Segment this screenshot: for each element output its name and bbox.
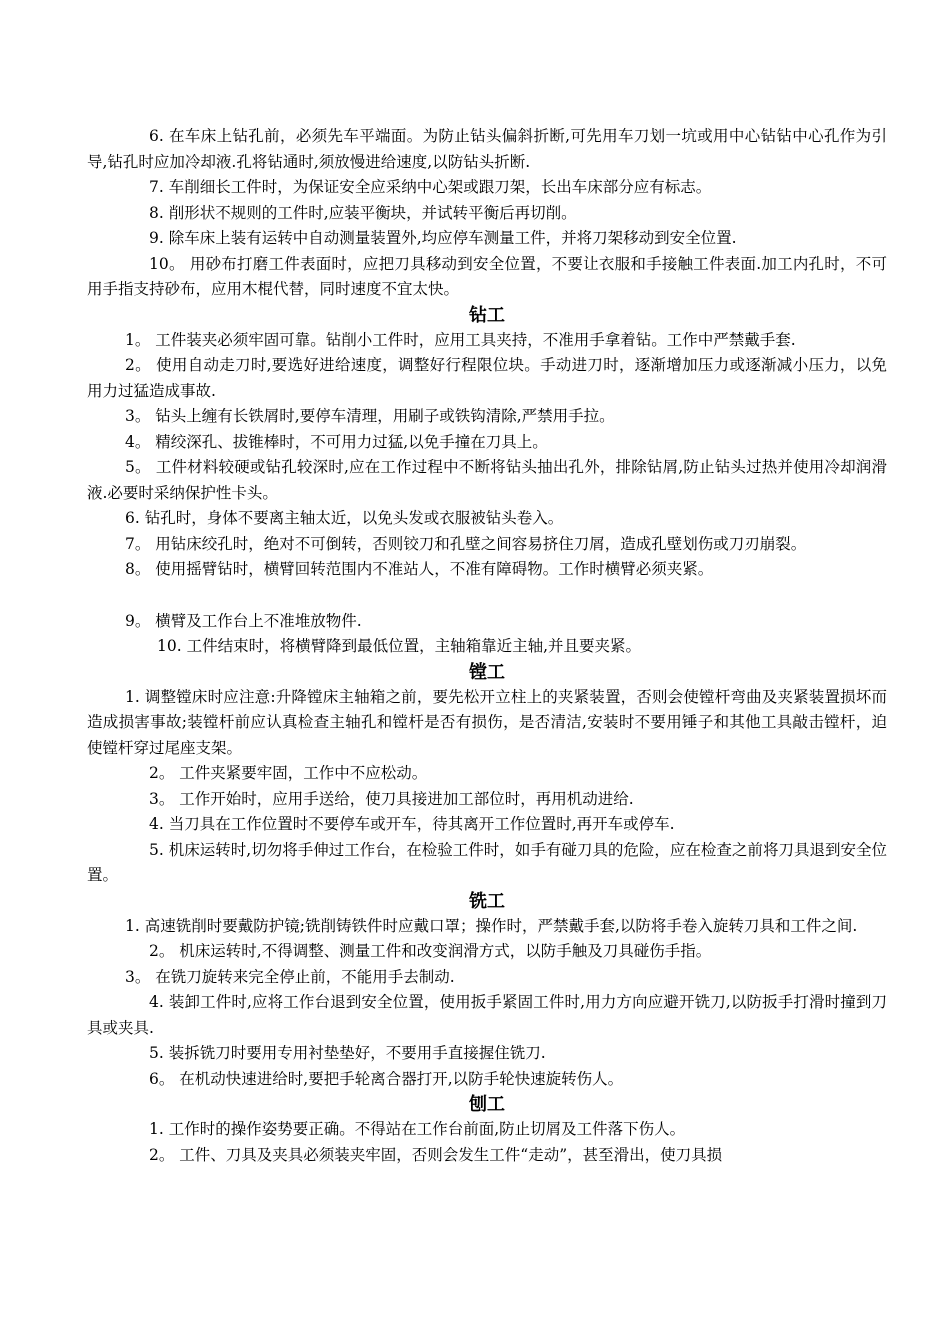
drilling-item-4: 4。 精绞深孔、拔锥棒时，不可用力过猛,以免手撞在刀具上。 — [125, 432, 548, 451]
drilling-item-8: 8。 使用摇臂钻时，横臂回转范围内不准站人，不准有障碍物。工作时横臂必须夹紧。 — [125, 560, 714, 578]
drilling-item-1: 1。 工件装夹必须牢固可靠。钻削小工件时，应用工具夹持，不准用手拿着钻。工作中严禁戴手套. — [125, 330, 796, 349]
planing-item-2: 2。 工件、刀具及夹具必须装夹牢固，否则会发生工件“走动”，甚至滑出，使刀具损 — [149, 1145, 723, 1164]
drilling-item-7: 7。 用钻床绞孔时，绝对不可倒转，否则铰刀和孔壁之间容易挤住刀屑，造成孔壁划伤或刀刃崩裂。 — [125, 534, 807, 553]
section-heading-boring: 镗工 — [469, 661, 505, 683]
lathe-item-7: 7. 车削细长工件时，为保证安全应采纳中心架或跟刀架，长出车床部分应有标志。 — [149, 178, 712, 196]
drilling-item-9: 9。 横臂及工作台上不准堆放物件. — [125, 611, 362, 630]
planing-item-1: 1. 工作时的操作姿势要正确。不得站在工作台前面,防止切屑及工件落下伤人。 — [149, 1120, 686, 1138]
drilling-item-5: 5。 工件材料较硬或钻孔较深时,应在工作过程中不断将钻头抽出孔外，排除钻屑,防止钻头过热并使用冷却润滑液.必要时采纳保护性卡头。 — [87, 458, 887, 502]
lathe-item-8: 8. 削形状不规则的工件时,应装平衡块，并试转平衡后再切削。 — [149, 203, 577, 222]
document-body — [87, 124, 887, 1168]
boring-item-3: 3。 工作开始时，应用手送给，使刀具接进加工部位时，再用机动进给. — [149, 789, 634, 808]
boring-item-4: 4. 当刀具在工作位置时不要停车或开车，待其离开工作位置时,再开车或停车. — [149, 815, 675, 833]
section-heading-drilling: 钻工 — [469, 304, 505, 326]
lathe-item-6: 6. 在车床上钻孔前，必须先车平端面。为防止钻头偏斜折断,可先用车刀划一坑或用中心钻钻中心孔作为引导,钻孔时应加冷却液.孔将钻通时,须放慢进给速度,以防钻头折断. — [87, 127, 887, 171]
boring-item-1: 1. 调整镗床时应注意:升降镗床主轴箱之前，要先松开立柱上的夹紧装置，否则会使镗杆弯曲及夹紧装置损坏而造成损害事故;装镗杆前应认真检查主轴孔和镗杆是否有损伤，是否清洁,安装时不要用锤子和其他工具敲击镗杆，迫使镗杆穿过尾座支架。 — [87, 687, 887, 757]
milling-item-2: 2。 机床运转时,不得调整、测量工件和改变润滑方式，以防手触及刀具碰伤手指。 — [149, 942, 712, 960]
section-heading-planing: 刨工 — [469, 1094, 505, 1115]
milling-item-5: 5. 装拆铣刀时要用专用衬垫垫好，不要用手直接握住铣刀. — [149, 1044, 546, 1062]
lathe-item-10: 10。 用砂布打磨工件表面时，应把刀具移动到安全位置，不要让衣服和手接触工件表面.加工内孔时，不可用手指支持砂布，应用木棍代替，同时速度不宜太快。 — [87, 254, 887, 298]
milling-item-1: 1. 高速铣削时要戴防护镜;铣削铸铁件时应戴口罩；操作时，严禁戴手套,以防将手卷入旋转刀具和工件之间. — [125, 916, 858, 935]
spacer — [87, 583, 887, 609]
milling-item-6: 6。 在机动快速进给时,要把手轮离合器打开,以防手轮快速旋转伤人。 — [149, 1069, 624, 1088]
boring-item-2: 2。 工件夹紧要牢固，工作中不应松动。 — [149, 764, 428, 782]
milling-item-4: 4. 装卸工件时,应将工作台退到安全位置，使用扳手紧固工件时,用力方向应避开铣刀,以防扳手打滑时撞到刀具或夹具. — [87, 993, 887, 1037]
lathe-item-9: 9. 除车床上装有运转中自动测量装置外,均应停车测量工件，并将刀架移动到安全位置. — [149, 229, 737, 247]
boring-item-5: 5. 机床运转时,切勿将手伸过工作台，在检验工件时，如手有碰刀具的危险，应在检查之前将刀具退到安全位置。 — [87, 840, 887, 884]
drilling-item-6: 6. 钻孔时，身体不要离主轴太近，以免头发或衣服被钻头卷入。 — [125, 509, 564, 527]
section-heading-milling: 铣工 — [469, 890, 505, 912]
drilling-item-2: 2。 使用自动走刀时,要选好进给速度，调整好行程限位块。手动进刀时，逐渐增加压力或逐渐减小压力，以免用力过猛造成事故. — [87, 356, 887, 400]
drilling-item-3: 3。 钻头上缠有长铁屑时,要停车清理，用刷子或铁钩清除,严禁用手拉。 — [125, 407, 615, 425]
milling-item-3: 3。 在铣刀旋转来完全停止前，不能用手去制动. — [125, 967, 455, 986]
drilling-item-10: 10. 工件结束时，将横臂降到最低位置，主轴箱靠近主轴,并且要夹紧。 — [157, 637, 642, 655]
